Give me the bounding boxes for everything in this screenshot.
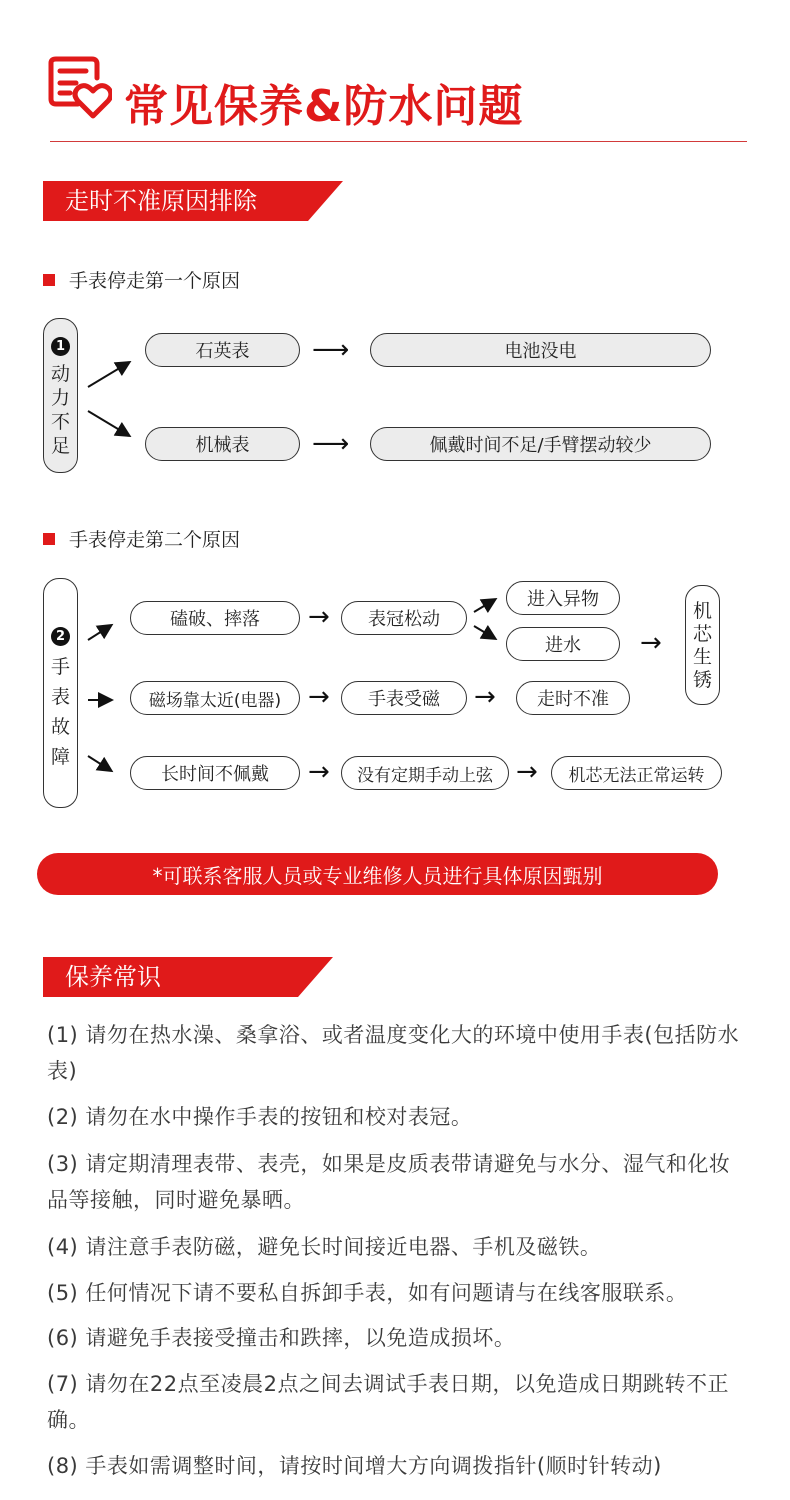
section-banner-label: 保养常识 [65,963,161,991]
foreign-matter-pill: 进入异物 [506,581,620,615]
arrow-right-icon: → [308,682,330,712]
insufficient-wear-pill: 佩戴时间不足/手臂摆动较少 [370,427,711,461]
reason2-label-char: 表 [50,686,70,708]
movement-rust-pill [685,585,720,705]
magnetic-field-pill: 磁场靠太近(电器) [130,681,300,715]
quartz-watch-pill: 石英表 [145,333,300,367]
reason1-label-char: 不 [50,411,70,433]
section-banner-label: 走时不准原因排除 [65,187,257,215]
care-tip: (4) 请注意手表防磁，避免长时间接近电器、手机及磁铁。 [47,1235,602,1259]
bullet-square-icon [43,274,55,286]
care-tip: (8) 手表如需调整时间，请按时间增大方向调拨指针(顺时针转动) [47,1454,662,1478]
arrow-right-icon: → [640,628,662,658]
reason1-heading [43,266,240,293]
reason1-label-char: 动 [50,363,70,385]
inaccurate-time-pill: 走时不准 [516,681,630,715]
magnetized-pill: 手表受磁 [341,681,467,715]
rust-char: 生 [692,646,712,668]
rust-char: 机 [692,600,712,622]
no-winding-pill: 没有定期手动上弦 [341,756,509,790]
reason2-heading [43,525,240,552]
arrow-right-icon: → [516,757,538,787]
care-tip: (6) 请避免手表接受撞击和跌摔，以免造成损坏。 [47,1326,516,1350]
bullet-square-icon [43,533,55,545]
arrow-right-icon: → [308,757,330,787]
number-badge: 2 [51,627,70,646]
document-heart-icon [48,56,112,120]
reason2-label [43,578,78,808]
care-tip: (1) 请勿在热水澡、桑拿浴、或者温度变化大的环境中使用手表(包括防水表) [47,1023,740,1083]
page-title: 常见保养&防水问题 [124,81,524,132]
reason2-label-char: 障 [50,746,70,768]
impact-drop-pill: 磕破、摔落 [130,601,300,635]
reason1-label-char: 足 [50,435,70,457]
reason2-heading-text: 手表停走第二个原因 [69,529,241,551]
reason1-label-char: 力 [50,387,70,409]
branch-arrows-icon [470,590,502,646]
reason1-heading-text: 手表停走第一个原因 [69,270,241,292]
arrow-right-icon: → [308,602,330,632]
care-tip: (7) 请勿在22点至凌晨2点之间去调试手表日期，以免造成日期跳转不正确。 [47,1372,730,1432]
branch-arrows-icon [84,618,120,778]
rust-char: 锈 [692,669,712,691]
branch-arrows-icon [84,355,136,441]
reason2-label-char: 手 [50,656,70,678]
mechanical-watch-pill: 机械表 [145,427,300,461]
number-badge: 1 [51,337,70,356]
reason1-label [43,318,78,473]
crown-loose-pill: 表冠松动 [341,601,467,635]
water-ingress-pill: 进水 [506,627,620,661]
not-worn-pill: 长时间不佩戴 [130,756,300,790]
reason2-label-char: 故 [50,716,70,738]
battery-dead-pill: 电池没电 [370,333,711,367]
movement-not-running-pill: 机芯无法正常运转 [551,756,722,790]
arrow-right-icon: → [474,682,496,712]
care-tip: (5) 任何情况下请不要私自拆卸手表，如有问题请与在线客服联系。 [47,1281,688,1305]
header-divider [50,141,747,142]
rust-char: 芯 [692,623,712,645]
section-banner-accuracy [43,181,343,221]
arrow-right-icon: ⟶ [312,429,350,459]
care-tip: (3) 请定期清理表带、表壳，如果是皮质表带请避免与水分、湿气和化妆品等接触，同时避免暴晒。 [47,1152,731,1212]
contact-service-notice: *可联系客服人员或专业维修人员进行具体原因甄别 [37,853,718,895]
arrow-right-icon: ⟶ [312,335,350,365]
care-tip: (2) 请勿在水中操作手表的按钮和校对表冠。 [47,1105,473,1129]
section-banner-care [43,957,333,997]
